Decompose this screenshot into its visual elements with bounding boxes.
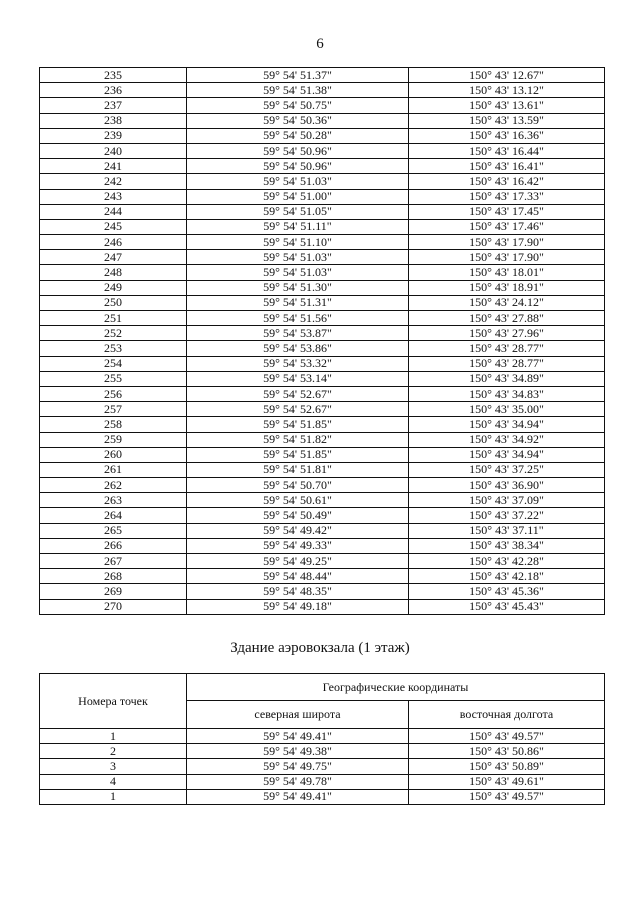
longitude-cell: 150° 43' 27.88"	[409, 311, 605, 326]
latitude-cell: 59° 54' 50.70"	[187, 478, 409, 493]
table-row	[40, 493, 605, 508]
longitude-cell: 150° 43' 17.33"	[409, 189, 605, 204]
longitude-cell: 150° 43' 28.77"	[409, 356, 605, 371]
latitude-cell: 59° 54' 50.36"	[187, 113, 409, 128]
latitude-cell: 59° 54' 53.14"	[187, 371, 409, 386]
table-row	[40, 98, 605, 113]
table-row	[40, 371, 605, 386]
latitude-cell: 59° 54' 49.78"	[187, 774, 409, 789]
longitude-cell: 150° 43' 50.89"	[409, 759, 605, 774]
point-number-cell: 238	[40, 113, 187, 128]
longitude-cell: 150° 43' 17.90"	[409, 235, 605, 250]
point-number-cell: 253	[40, 341, 187, 356]
longitude-cell: 150° 43' 50.86"	[409, 744, 605, 759]
longitude-cell: 150° 43' 34.89"	[409, 371, 605, 386]
point-number-cell: 235	[40, 68, 187, 83]
latitude-cell: 59° 54' 51.37"	[187, 68, 409, 83]
table-row	[40, 311, 605, 326]
page-number: 6	[316, 36, 324, 52]
point-number-cell: 244	[40, 204, 187, 219]
coordinates-table-body	[40, 68, 605, 615]
latitude-cell: 59° 54' 50.75"	[187, 98, 409, 113]
point-number-cell: 258	[40, 417, 187, 432]
longitude-cell: 150° 43' 42.18"	[409, 569, 605, 584]
point-number-cell: 248	[40, 265, 187, 280]
point-number-cell: 4	[40, 774, 187, 789]
latitude-cell: 59° 54' 49.18"	[187, 599, 409, 614]
table-row	[40, 584, 605, 599]
table-row	[40, 326, 605, 341]
point-number-cell: 254	[40, 356, 187, 371]
table-row	[40, 774, 605, 789]
table-row	[40, 189, 605, 204]
latitude-cell: 59° 54' 49.42"	[187, 523, 409, 538]
latitude-cell: 59° 54' 52.67"	[187, 386, 409, 401]
point-number-cell: 264	[40, 508, 187, 523]
table-row	[40, 478, 605, 493]
latitude-cell: 59° 54' 50.49"	[187, 508, 409, 523]
table-row	[40, 538, 605, 553]
latitude-cell: 59° 54' 50.61"	[187, 493, 409, 508]
longitude-cell: 150° 43' 34.92"	[409, 432, 605, 447]
point-number-cell: 252	[40, 326, 187, 341]
latitude-cell: 59° 54' 51.31"	[187, 295, 409, 310]
table-row	[40, 356, 605, 371]
table-row	[40, 417, 605, 432]
point-number-cell: 247	[40, 250, 187, 265]
table-row	[40, 128, 605, 143]
table-row	[40, 143, 605, 158]
table-row	[40, 204, 605, 219]
longitude-cell: 150° 43' 37.25"	[409, 462, 605, 477]
latitude-cell: 59° 54' 51.03"	[187, 174, 409, 189]
latitude-cell: 59° 54' 51.38"	[187, 83, 409, 98]
latitude-cell: 59° 54' 51.82"	[187, 432, 409, 447]
longitude-cell: 150° 43' 37.11"	[409, 523, 605, 538]
table-row	[40, 402, 605, 417]
table-row	[40, 280, 605, 295]
point-number-cell: 243	[40, 189, 187, 204]
latitude-cell: 59° 54' 51.03"	[187, 250, 409, 265]
table-row	[40, 159, 605, 174]
longitude-cell: 150° 43' 13.12"	[409, 83, 605, 98]
latitude-cell: 59° 54' 51.05"	[187, 204, 409, 219]
table-row	[40, 113, 605, 128]
point-number-cell: 1	[40, 789, 187, 804]
latitude-cell: 59° 54' 51.85"	[187, 447, 409, 462]
table-row	[40, 432, 605, 447]
latitude-cell: 59° 54' 49.41"	[187, 789, 409, 804]
longitude-cell: 150° 43' 24.12"	[409, 295, 605, 310]
header-point-numbers: Номера точек	[40, 674, 187, 729]
point-number-cell: 255	[40, 371, 187, 386]
header-east-longitude: восточная долгота	[409, 701, 605, 729]
table-row	[40, 83, 605, 98]
point-number-cell: 2	[40, 744, 187, 759]
longitude-cell: 150° 43' 17.46"	[409, 219, 605, 234]
point-number-cell: 239	[40, 128, 187, 143]
point-number-cell: 262	[40, 478, 187, 493]
longitude-cell: 150° 43' 45.43"	[409, 599, 605, 614]
section-title: Здание аэровокзала (1 этаж)	[230, 640, 410, 656]
point-number-cell: 237	[40, 98, 187, 113]
longitude-cell: 150° 43' 12.67"	[409, 68, 605, 83]
table-row	[40, 174, 605, 189]
table-row	[40, 68, 605, 83]
point-number-cell: 240	[40, 143, 187, 158]
point-number-cell: 259	[40, 432, 187, 447]
latitude-cell: 59° 54' 48.35"	[187, 584, 409, 599]
table-row	[40, 508, 605, 523]
longitude-cell: 150° 43' 17.45"	[409, 204, 605, 219]
longitude-cell: 150° 43' 16.36"	[409, 128, 605, 143]
table-row	[40, 341, 605, 356]
longitude-cell: 150° 43' 18.01"	[409, 265, 605, 280]
latitude-cell: 59° 54' 53.87"	[187, 326, 409, 341]
latitude-cell: 59° 54' 49.38"	[187, 744, 409, 759]
point-number-cell: 266	[40, 538, 187, 553]
table-row	[40, 789, 605, 804]
table-row	[40, 759, 605, 774]
latitude-cell: 59° 54' 51.30"	[187, 280, 409, 295]
point-number-cell: 256	[40, 386, 187, 401]
table-row	[40, 295, 605, 310]
table-row	[40, 523, 605, 538]
table-row	[40, 265, 605, 280]
longitude-cell: 150° 43' 34.94"	[409, 447, 605, 462]
latitude-cell: 59° 54' 52.67"	[187, 402, 409, 417]
header-north-latitude: северная широта	[187, 701, 409, 729]
table-row	[40, 554, 605, 569]
building-table-body	[40, 729, 605, 805]
longitude-cell: 150° 43' 28.77"	[409, 341, 605, 356]
table-row	[40, 235, 605, 250]
longitude-cell: 150° 43' 49.61"	[409, 774, 605, 789]
latitude-cell: 59° 54' 48.44"	[187, 569, 409, 584]
latitude-cell: 59° 54' 51.81"	[187, 462, 409, 477]
table-row	[40, 386, 605, 401]
longitude-cell: 150° 43' 35.00"	[409, 402, 605, 417]
longitude-cell: 150° 43' 36.90"	[409, 478, 605, 493]
latitude-cell: 59° 54' 49.33"	[187, 538, 409, 553]
longitude-cell: 150° 43' 49.57"	[409, 729, 605, 744]
point-number-cell: 269	[40, 584, 187, 599]
longitude-cell: 150° 43' 45.36"	[409, 584, 605, 599]
longitude-cell: 150° 43' 18.91"	[409, 280, 605, 295]
latitude-cell: 59° 54' 53.86"	[187, 341, 409, 356]
table-row	[40, 729, 605, 744]
building-coordinates-table	[39, 673, 605, 805]
longitude-cell: 150° 43' 49.57"	[409, 789, 605, 804]
table-row	[40, 219, 605, 234]
point-number-cell: 260	[40, 447, 187, 462]
latitude-cell: 59° 54' 50.96"	[187, 159, 409, 174]
latitude-cell: 59° 54' 51.10"	[187, 235, 409, 250]
latitude-cell: 59° 54' 51.56"	[187, 311, 409, 326]
latitude-cell: 59° 54' 50.96"	[187, 143, 409, 158]
point-number-cell: 3	[40, 759, 187, 774]
table-row	[40, 462, 605, 477]
point-number-cell: 267	[40, 554, 187, 569]
table-row	[40, 744, 605, 759]
longitude-cell: 150° 43' 13.59"	[409, 113, 605, 128]
longitude-cell: 150° 43' 34.94"	[409, 417, 605, 432]
point-number-cell: 263	[40, 493, 187, 508]
longitude-cell: 150° 43' 38.34"	[409, 538, 605, 553]
longitude-cell: 150° 43' 34.83"	[409, 386, 605, 401]
point-number-cell: 246	[40, 235, 187, 250]
longitude-cell: 150° 43' 27.96"	[409, 326, 605, 341]
longitude-cell: 150° 43' 16.44"	[409, 143, 605, 158]
coordinates-table	[39, 67, 605, 615]
longitude-cell: 150° 43' 17.90"	[409, 250, 605, 265]
header-geo-coordinates: Географические координаты	[187, 674, 605, 701]
point-number-cell: 236	[40, 83, 187, 98]
point-number-cell: 251	[40, 311, 187, 326]
point-number-cell: 261	[40, 462, 187, 477]
table-row	[40, 569, 605, 584]
point-number-cell: 245	[40, 219, 187, 234]
point-number-cell: 270	[40, 599, 187, 614]
longitude-cell: 150° 43' 16.42"	[409, 174, 605, 189]
point-number-cell: 265	[40, 523, 187, 538]
point-number-cell: 242	[40, 174, 187, 189]
point-number-cell: 249	[40, 280, 187, 295]
latitude-cell: 59° 54' 51.11"	[187, 219, 409, 234]
latitude-cell: 59° 54' 49.25"	[187, 554, 409, 569]
point-number-cell: 241	[40, 159, 187, 174]
latitude-cell: 59° 54' 51.85"	[187, 417, 409, 432]
latitude-cell: 59° 54' 53.32"	[187, 356, 409, 371]
table-row	[40, 599, 605, 614]
latitude-cell: 59° 54' 49.41"	[187, 729, 409, 744]
longitude-cell: 150° 43' 37.22"	[409, 508, 605, 523]
table-row	[40, 447, 605, 462]
point-number-cell: 1	[40, 729, 187, 744]
longitude-cell: 150° 43' 37.09"	[409, 493, 605, 508]
point-number-cell: 257	[40, 402, 187, 417]
latitude-cell: 59° 54' 49.75"	[187, 759, 409, 774]
longitude-cell: 150° 43' 42.28"	[409, 554, 605, 569]
latitude-cell: 59° 54' 51.00"	[187, 189, 409, 204]
latitude-cell: 59° 54' 50.28"	[187, 128, 409, 143]
table-row	[40, 250, 605, 265]
longitude-cell: 150° 43' 16.41"	[409, 159, 605, 174]
point-number-cell: 268	[40, 569, 187, 584]
point-number-cell: 250	[40, 295, 187, 310]
latitude-cell: 59° 54' 51.03"	[187, 265, 409, 280]
longitude-cell: 150° 43' 13.61"	[409, 98, 605, 113]
